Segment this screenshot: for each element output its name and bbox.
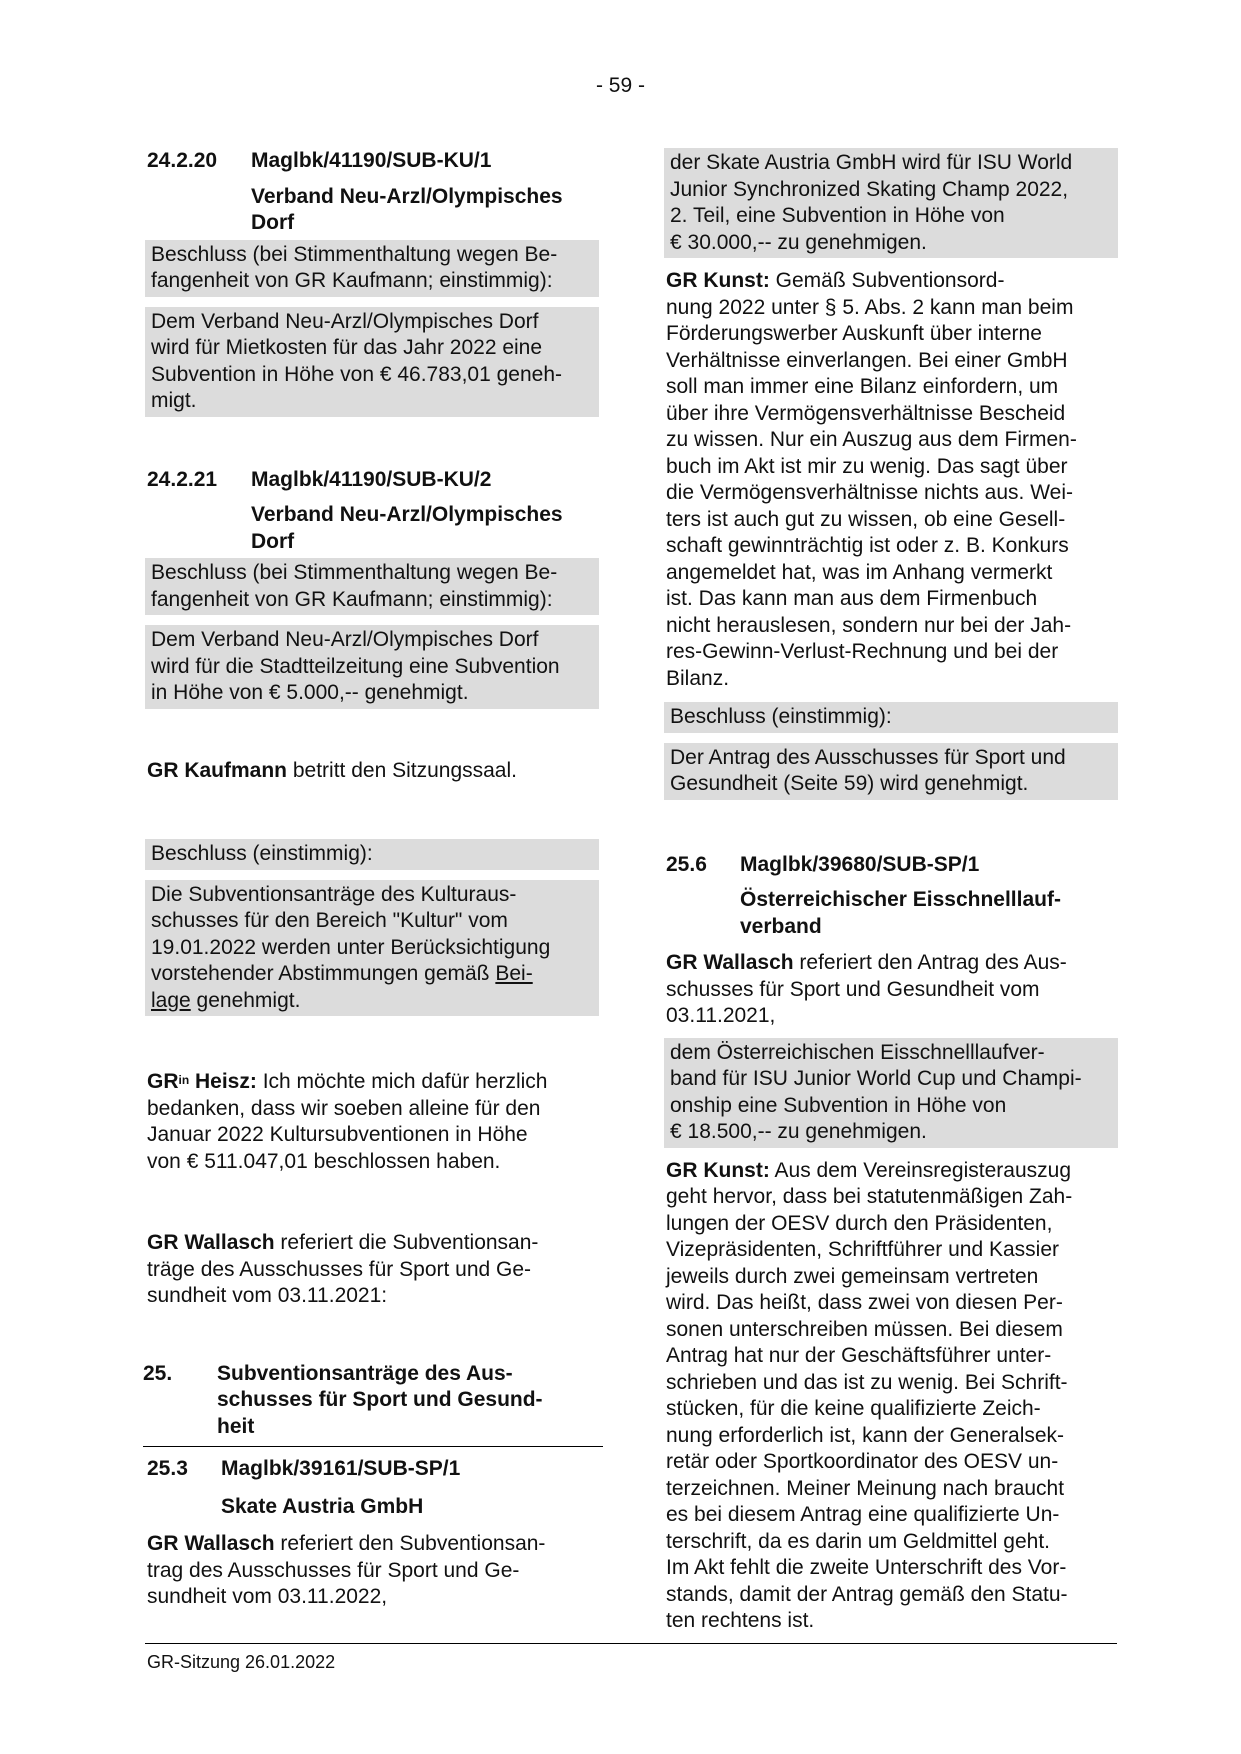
text-line <box>666 1158 1116 1185</box>
text-span: Heisz: <box>189 1070 257 1093</box>
text-span: sundheit vom 03.11.2021: <box>147 1284 388 1307</box>
text-line: nicht herauslesen, sondern nur bei der Jah- <box>666 613 1072 637</box>
text-line: ters ist auch gut zu wissen, ob eine Gesell- <box>666 507 1066 531</box>
text-line: Beschluss (bei Stimmenthaltung wegen Be- <box>151 242 558 266</box>
text-line: Vizepräsidenten, Schriftführer und Kassier <box>666 1238 1059 1261</box>
text-line: Beschluss (einstimmig): <box>151 842 373 865</box>
text-line: Subvention in Höhe von € 46.783,01 geneh- <box>151 362 562 386</box>
text-line: über ihre Vermögensverhältnisse Bescheid <box>666 401 1066 425</box>
page-number: - 59 - <box>595 74 645 97</box>
title-line: Österreichischer Eisschnelllauf- <box>740 888 1061 911</box>
text-span: vorstehender Abstimmungen gemäß <box>151 962 496 985</box>
title-line: Subventionsanträge des Aus- <box>217 1361 513 1385</box>
text-span: referiert den Subventionsan- <box>274 1532 546 1555</box>
speaker-name: GR Wallasch <box>666 951 794 974</box>
text-line: buch im Akt ist mir zu wenig. Das sagt über <box>666 454 1068 478</box>
text-span: bedanken, dass wir soeben alleine für den <box>147 1096 541 1120</box>
decision-text-box <box>664 743 1118 800</box>
text-line: fangenheit von GR Kaufmann; einstimmig): <box>151 587 553 611</box>
text-line: wird. Das heißt, dass zwei von diesen Per- <box>666 1291 1063 1314</box>
text-line: 19.01.2022 werden unter Berücksichtigung <box>151 935 551 959</box>
speaker-name: GR Wallasch <box>147 1231 275 1254</box>
text-line: zu wissen. Nur ein Auszug aus dem Firmen- <box>666 428 1077 451</box>
section-25-3-heading <box>147 1456 597 1483</box>
text-line: soll man immer eine Bilanz einfordern, um <box>666 375 1059 398</box>
text-line: der Skate Austria GmbH wird für ISU World <box>670 151 1073 174</box>
text-line <box>151 988 593 1015</box>
text-span: träge des Ausschusses für Sport und Ge- <box>147 1257 532 1281</box>
title-line: Dorf <box>251 529 295 553</box>
decision-text-box <box>145 880 599 1017</box>
section-24-2-21-heading <box>147 467 597 494</box>
decision-text-box <box>145 625 599 709</box>
kunst-statement <box>666 1158 1116 1635</box>
text-span: Ich möchte mich dafür herzlich <box>256 1070 548 1093</box>
text-line: Antrag hat nur der Geschäftsführer unter- <box>666 1344 1052 1367</box>
text-span: schusses für Sport und Gesundheit vom <box>666 977 1040 1001</box>
text-line: Im Akt fehlt die zweite Unterschrift des Vor- <box>666 1556 1067 1579</box>
text-line: 2. Teil, eine Subvention in Höhe von <box>670 204 1005 227</box>
text-line: € 18.500,-- zu genehmigen. <box>670 1120 927 1143</box>
kaufmann-enters <box>147 758 597 785</box>
speaker-name: GR Kunst: <box>666 1158 770 1182</box>
section-24-2-20-heading <box>147 148 597 175</box>
left-column <box>143 148 597 1611</box>
text-line: jeweils durch zwei gemeinsam vertreten <box>666 1264 1039 1288</box>
title-line: schusses für Sport und Gesund- <box>217 1388 543 1411</box>
text-line: Beschluss (bei Stimmenthaltung wegen Be- <box>151 561 558 584</box>
section-25-heading-block <box>143 1361 603 1448</box>
text-line: es bei diesem Antrag eine qualifizierte Un- <box>666 1503 1060 1526</box>
decision-box <box>145 839 599 870</box>
text-line: Dem Verband Neu-Arzl/Olympisches Dorf <box>151 628 539 651</box>
section-title <box>666 887 1116 940</box>
section-code: Maglbk/41190/SUB-KU/2 <box>251 467 492 491</box>
footer-divider <box>145 1643 1117 1644</box>
wallasch-statement <box>666 950 1116 1030</box>
text-line: wird für Mietkosten für das Jahr 2022 eine <box>151 336 543 359</box>
section-code: Maglbk/41190/SUB-KU/1 <box>251 149 492 172</box>
text-line: schaft gewinnträchtig ist oder z. B. Konkurs <box>666 534 1069 557</box>
right-column <box>666 148 1116 1635</box>
text-line: Die Subventionsanträge des Kulturaus- <box>151 882 517 906</box>
section-number: 24.2.20 <box>147 149 218 172</box>
section-title <box>147 502 597 555</box>
kunst-statement <box>666 268 1116 692</box>
text-line <box>666 268 1116 295</box>
text-line: migt. <box>151 389 197 412</box>
speaker-name: GR Kunst: <box>666 269 770 292</box>
section-title <box>217 1361 543 1441</box>
text-line: schusses für den Bereich "Kultur" vom <box>151 909 508 932</box>
speaker-name: GR Wallasch <box>147 1532 275 1555</box>
text-line: Beschluss (einstimmig): <box>670 705 892 728</box>
subsidy-text-box <box>664 148 1118 258</box>
text-line: retär oder Sportkoordinator des OESV un- <box>666 1450 1059 1473</box>
text-line: Förderungswerber Auskunft über interne <box>666 322 1042 345</box>
text-line: ist. Das kann man aus dem Firmenbuch <box>666 587 1038 610</box>
footer: GR-Sitzung 26.01.2022 <box>147 1652 336 1672</box>
text-line: schrieben und das ist zu wenig. Bei Schrift- <box>666 1370 1068 1394</box>
section-code: Maglbk/39161/SUB-SP/1 <box>221 1457 461 1480</box>
text-line: Gesundheit (Seite 59) wird genehmigt. <box>670 772 1029 795</box>
text-span: referiert den Antrag des Aus- <box>793 951 1067 974</box>
wallasch-statement <box>147 1230 597 1310</box>
heisz-statement <box>147 1069 597 1175</box>
text-line <box>151 961 593 988</box>
text-line: stands, damit der Antrag gemäß den Statu- <box>666 1582 1068 1606</box>
section-title <box>147 184 597 237</box>
decision-text-box <box>145 307 599 417</box>
text-line: Junior Synchronized Skating Champ 2022, <box>670 177 1069 201</box>
text-line: terschrift, da es darin um Geldmittel geht. <box>666 1529 1050 1553</box>
text-line: terzeichnen. Meiner Meinung nach braucht <box>666 1476 1065 1500</box>
text-line: sonen unterschreiben müssen. Bei diesem <box>666 1317 1063 1341</box>
beilage-link[interactable]: lage <box>151 988 191 1012</box>
text-span: Gemäß Subventionsord- <box>769 269 1005 292</box>
text-span: trag des Ausschusses für Sport und Ge- <box>147 1558 520 1582</box>
title-line: Verband Neu-Arzl/Olympisches <box>251 503 563 526</box>
section-25-heading <box>143 1361 603 1441</box>
text-line: die Vermögensverhältnisse nichts aus. Wei- <box>666 481 1073 504</box>
speaker-name <box>147 1070 257 1093</box>
decision-box <box>145 240 599 297</box>
text-line: in Höhe von € 5.000,-- genehmigt. <box>151 681 469 704</box>
speaker-name: GR Kaufmann <box>147 758 288 782</box>
text-line: Dem Verband Neu-Arzl/Olympisches Dorf <box>151 309 539 333</box>
section-number: 25.3 <box>147 1457 188 1480</box>
beilage-link[interactable]: Bei- <box>495 962 533 985</box>
text-line: Der Antrag des Ausschusses für Sport und <box>670 745 1066 769</box>
text-span: 03.11.2021, <box>666 1004 776 1027</box>
section-number: 25. <box>143 1361 173 1385</box>
text-span: genehmigt. <box>190 988 301 1012</box>
text-span: sundheit vom 03.11.2022, <box>147 1585 388 1608</box>
title-line: Dorf <box>251 211 295 234</box>
text-span: betritt den Sitzungssaal. <box>287 758 517 782</box>
section-25-6-heading <box>666 852 1116 879</box>
text-line: res-Gewinn-Verlust-Rechnung und bei der <box>666 640 1059 663</box>
text-line: fangenheit von GR Kaufmann; einstimmig): <box>151 269 553 292</box>
subsidy-text-box <box>664 1038 1118 1148</box>
text-line: dem Österreichischen Eisschnelllaufver- <box>670 1040 1045 1064</box>
text-line: € 30.000,-- zu genehmigen. <box>670 230 927 254</box>
text-line: wird für die Stadtteilzeitung eine Subvention <box>151 654 560 678</box>
text-span: Januar 2022 Kultursubventionen in Höhe <box>147 1123 528 1146</box>
section-code: Maglbk/39680/SUB-SP/1 <box>740 852 980 876</box>
text-span: referiert die Subventionsan- <box>274 1231 539 1254</box>
text-line: Bilanz. <box>666 666 730 690</box>
text-line: geht hervor, dass bei statutenmäßigen Zah- <box>666 1185 1073 1208</box>
text-line: angemeldet hat, was im Anhang vermerkt <box>666 560 1053 584</box>
title-line: heit <box>217 1414 255 1438</box>
text-span: Aus dem Vereinsregisterauszug <box>769 1158 1071 1182</box>
text-line: ten rechtens ist. <box>666 1609 815 1632</box>
text-line: nung erforderlich ist, kann der Generalsek- <box>666 1423 1065 1447</box>
decision-box <box>664 702 1118 733</box>
text-line: stücken, für die keine qualifizierte Zeich- <box>666 1397 1041 1420</box>
text-line: onship eine Subvention in Höhe von <box>670 1093 1007 1117</box>
superscript: in <box>178 1073 190 1087</box>
decision-box <box>145 558 599 615</box>
section-number: 24.2.21 <box>147 467 218 491</box>
text-line: nung 2022 unter § 5. Abs. 2 kann man beim <box>666 295 1074 319</box>
text-line: Verhältnisse einverlangen. Bei einer GmbH <box>666 348 1068 372</box>
text-line: lungen der OESV durch den Präsidenten, <box>666 1211 1053 1235</box>
title-line: verband <box>740 914 822 938</box>
section-number: 25.6 <box>666 852 707 876</box>
wallasch-statement <box>147 1531 597 1611</box>
text-line: band für ISU Junior World Cup und Champi- <box>670 1067 1082 1090</box>
text-span: GR <box>147 1070 179 1093</box>
text-span: von € 511.047,01 beschlossen haben. <box>147 1149 501 1173</box>
title-line: Verband Neu-Arzl/Olympisches <box>251 184 563 208</box>
section-title: Skate Austria GmbH <box>221 1494 424 1518</box>
